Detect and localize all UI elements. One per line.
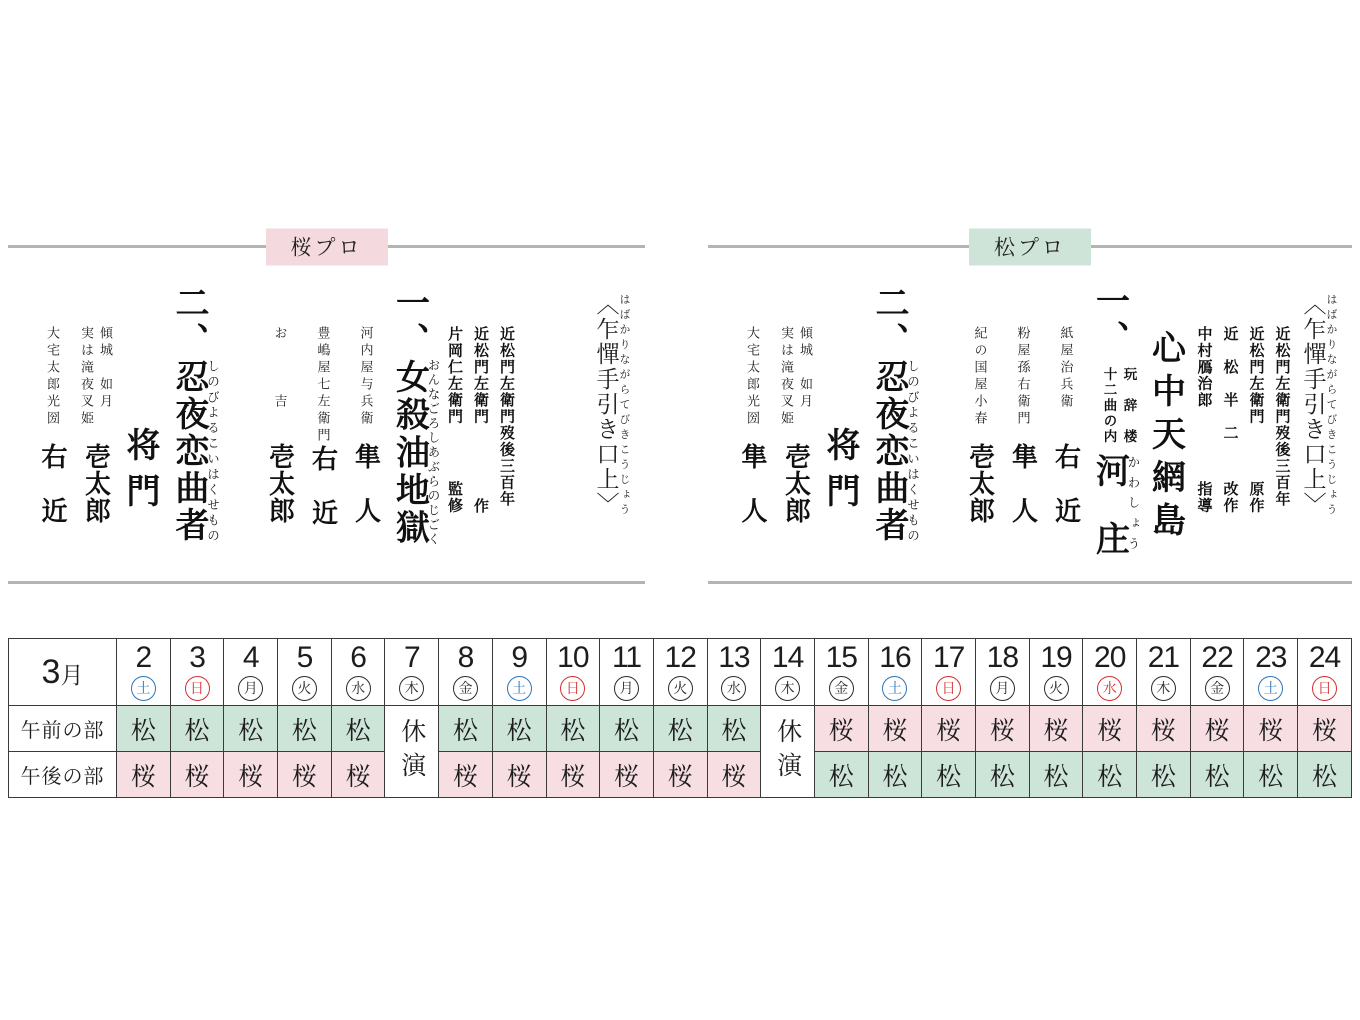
session-cell-afternoon: 桜 [331,752,385,798]
date-number: 18 [986,641,1019,674]
date-number: 24 [1308,641,1341,674]
cast-role: 豊嶋屋七左衛門 [315,326,331,445]
cast-entry [348,326,385,524]
date-number: 13 [718,641,750,674]
weekday-circle: 水 [346,676,371,701]
weekday-circle: 火 [668,676,693,701]
cast-name: 隼 人 [351,443,381,524]
date-number: 17 [932,641,965,674]
play2-title [115,285,220,544]
date-cell [331,639,385,706]
play-number: 一、 [390,285,428,359]
session-cell-afternoon: 松 [1029,752,1083,798]
date-number: 21 [1147,641,1180,674]
kojo-ruby: はばかりながらてびきこうじょう [1325,292,1337,517]
weekday-circle: 日 [185,676,210,701]
cast-entry [34,326,71,524]
weekday-circle: 日 [936,676,961,701]
date-number: 3 [189,641,205,674]
closed-cell [385,706,439,798]
weekday-circle: 土 [1258,676,1283,701]
weekday-circle: 金 [1205,676,1230,701]
cast-name: 右 近 [1051,443,1081,524]
cast-name: 壱太郎 [265,443,295,524]
session-cell-morning: 松 [707,706,761,752]
date-number: 5 [296,641,313,674]
program-label-matsu: 松プロ [969,229,1091,266]
cast-entry [734,326,771,524]
credit-entry: 中村鴈治郎 指導 [1195,326,1212,514]
session-cell-afternoon: 桜 [117,752,171,798]
cast-name: 壱太郎 [781,443,811,524]
act-title-text: 河 庄かわしょう [1090,452,1140,555]
weekday-circle: 月 [990,676,1015,701]
row-label-morning: 午前の部 [9,706,117,752]
cast-name: 壱太郎 [81,443,111,524]
title-ruby: おんなごろしあぶらのじごく [426,358,440,548]
date-number: 11 [611,641,642,674]
cast-role: 傾城 如月 実は滝夜叉姫 [779,326,813,428]
row-label-afternoon: 午後の部 [9,752,117,798]
weekday-circle: 火 [1044,676,1069,701]
cast-entry [262,326,299,524]
session-cell-afternoon: 桜 [439,752,493,798]
session-cell-morning: 桜 [1083,706,1137,752]
session-cell-afternoon: 松 [1083,752,1137,798]
credit-entry: 近松門左衛門 原作 [1247,326,1264,514]
session-cell-afternoon: 桜 [224,752,278,798]
play2-cast-group [34,326,115,524]
session-cell-morning: 松 [653,706,707,752]
play1-title [385,285,441,547]
session-cell-afternoon: 松 [1137,752,1191,798]
date-cell [761,639,815,706]
date-cell [922,639,976,706]
date-cell [170,639,224,706]
play1-main-title: 心中天網島 [1146,330,1184,545]
session-cell-afternoon: 桜 [546,752,600,798]
weekday-circle: 木 [399,676,424,701]
session-cell-morning: 松 [278,706,332,752]
date-cell [868,639,922,706]
weekday-circle: 日 [1312,676,1337,701]
session-cell-afternoon: 桜 [600,752,654,798]
closed-cell [761,706,815,798]
divider-line [708,581,1352,584]
play-number: 二、 [870,285,907,359]
date-number: 22 [1201,641,1233,674]
weekday-circle: 土 [131,676,156,701]
month-cell: 3月 [9,639,117,706]
session-cell-afternoon: 松 [922,752,976,798]
play2-title [815,285,920,544]
weekday-circle: 火 [292,676,317,701]
date-cell [278,639,332,706]
date-cell [1190,639,1244,706]
session-cell-morning: 桜 [1298,706,1352,752]
date-cell [439,639,493,706]
play1-cast-group [262,326,385,524]
session-cell-afternoon: 桜 [278,752,332,798]
session-cell-afternoon: 桜 [170,752,224,798]
weekday-circle: 金 [829,676,854,701]
session-cell-morning: 桜 [814,706,868,752]
date-cell [1298,639,1352,706]
weekday-circle: 月 [614,676,639,701]
play1-title-text: 女殺油地獄おんなごろしあぶらのじごく [390,358,440,548]
date-cell [1083,639,1137,706]
credit-entry: 近松門左衛門歿後三百年 [498,326,514,508]
play1-cast-group [962,326,1085,524]
kojo-title: 〈乍憚手引き口上〉 はばかりながらてびきこうじょう [1300,292,1337,517]
session-cell-morning: 桜 [868,706,922,752]
cast-entry [1048,326,1085,524]
date-number: 7 [403,641,420,674]
cast-entry [777,326,815,524]
date-number: 6 [350,641,366,674]
date-number: 20 [1094,641,1126,674]
act-title-column [1085,283,1141,555]
session-cell-afternoon: 松 [976,752,1030,798]
date-cell [546,639,600,706]
date-cell [1137,639,1191,706]
weekday-circle: 金 [453,676,478,701]
session-cell-morning: 松 [492,706,546,752]
credit-entry: 片岡仁左衛門 監修 [446,326,462,514]
play2-title-line2: 将門 [121,427,158,519]
credits-group [1194,326,1293,514]
cast-role: 河内屋与兵衛 [358,326,374,428]
date-number: 4 [242,641,259,674]
date-number: 15 [825,641,857,674]
session-cell-morning: 桜 [1029,706,1083,752]
session-cell-morning: 桜 [1244,706,1298,752]
date-number: 19 [1040,641,1072,674]
weekday-circle: 土 [507,676,532,701]
date-cell [814,639,868,706]
program-content-matsu [708,246,1352,555]
cast-name: 隼 人 [738,443,767,524]
weekday-circle: 水 [1097,676,1122,701]
date-cell [1244,639,1298,706]
title-ruby: しのびよるこいはくせもの [205,359,220,544]
program-section-sakura [8,235,645,588]
cast-name: 右 近 [38,443,67,524]
cast-role: 紙屋治兵衛 [1058,326,1074,411]
cast-name: 右 近 [308,445,338,526]
cast-name: 壱太郎 [965,443,995,524]
date-number: 16 [879,641,911,674]
kojo-ruby: はばかりながらてびきこうじょう [618,292,630,517]
schedule-table [8,638,1352,798]
date-cell [976,639,1030,706]
session-cell-afternoon: 桜 [492,752,546,798]
session-cell-morning: 松 [546,706,600,752]
morning-row [9,706,1352,752]
session-cell-morning: 桜 [976,706,1030,752]
date-number: 9 [511,641,527,674]
divider-line [8,581,645,584]
credits-group [444,326,517,514]
program-content-sakura [8,246,645,547]
session-cell-morning: 松 [224,706,278,752]
session-cell-afternoon: 松 [1298,752,1352,798]
session-cell-afternoon: 桜 [707,752,761,798]
series-note: 玩 辞 楼 十二曲の内 [1101,367,1137,445]
session-cell-morning: 桜 [1137,706,1191,752]
weekday-circle: 木 [1151,676,1176,701]
play2-title-text: 忍夜恋曲者しのびよるこいはくせもの [170,359,220,544]
cast-role: 粉屋孫右衛門 [1015,326,1031,428]
play-number: 一、 [1090,283,1128,357]
session-cell-morning: 桜 [1190,706,1244,752]
play2-title-text: 忍夜恋曲者しのびよるこいはくせもの [870,359,920,544]
date-cell [600,639,654,706]
cast-role: 傾城 如月 実は滝夜叉姫 [79,326,113,428]
session-cell-afternoon: 松 [814,752,868,798]
weekday-circle: 木 [775,676,800,701]
program-label-sakura: 桜プロ [266,229,388,266]
date-number: 23 [1255,641,1287,674]
date-number: 12 [664,641,696,674]
play2-cast-group [734,326,815,524]
play2-title-line2: 将門 [821,427,858,519]
play1-title [1085,283,1190,555]
cast-role: 大宅太郎光圀 [745,326,760,428]
date-cell [117,639,171,706]
session-cell-afternoon: 松 [868,752,922,798]
date-number: 2 [135,641,152,674]
cast-entry [77,326,115,524]
date-number: 8 [457,641,474,674]
kojo-title: 〈乍憚手引き口上〉 はばかりながらてびきこうじょう [593,292,630,517]
date-cell [1029,639,1083,706]
session-cell-afternoon: 桜 [653,752,707,798]
session-cell-morning: 松 [439,706,493,752]
date-cell [707,639,761,706]
title-ruby: しのびよるこいはくせもの [905,359,920,544]
program-section-matsu [708,235,1352,588]
date-number: 10 [557,641,589,674]
title-ruby: かわしょう [1126,452,1140,555]
date-cell [653,639,707,706]
cast-entry [962,326,999,524]
play-number: 二、 [170,285,207,359]
weekday-circle: 水 [721,676,746,701]
session-cell-morning: 松 [170,706,224,752]
cast-entry [1005,326,1042,524]
credit-entry: 近松門左衛門歿後三百年 [1273,326,1290,508]
date-cell [385,639,439,706]
credit-entry: 近 松 半 二 改作 [1221,326,1238,514]
cast-entry [305,326,342,524]
closed-label: 休演 [773,717,802,786]
weekday-circle: 月 [238,676,263,701]
closed-label: 休演 [397,717,426,786]
session-cell-afternoon: 松 [1244,752,1298,798]
session-cell-morning: 松 [600,706,654,752]
session-cell-afternoon: 松 [1190,752,1244,798]
cast-name: 隼 人 [1008,443,1038,524]
date-cell [492,639,546,706]
cast-role: お 吉 [272,326,288,411]
date-cell [224,639,278,706]
weekday-circle: 日 [560,676,585,701]
cast-role: 紀の国屋小春 [972,326,988,428]
session-cell-morning: 桜 [922,706,976,752]
date-number: 14 [771,641,804,674]
session-cell-morning: 松 [117,706,171,752]
cast-role: 大宅太郎光圀 [45,326,60,428]
credit-entry: 近松門左衛門 作 [472,326,488,514]
afternoon-row [9,752,1352,798]
weekday-circle: 土 [882,676,907,701]
session-cell-morning: 松 [331,706,385,752]
date-row [9,639,1352,706]
